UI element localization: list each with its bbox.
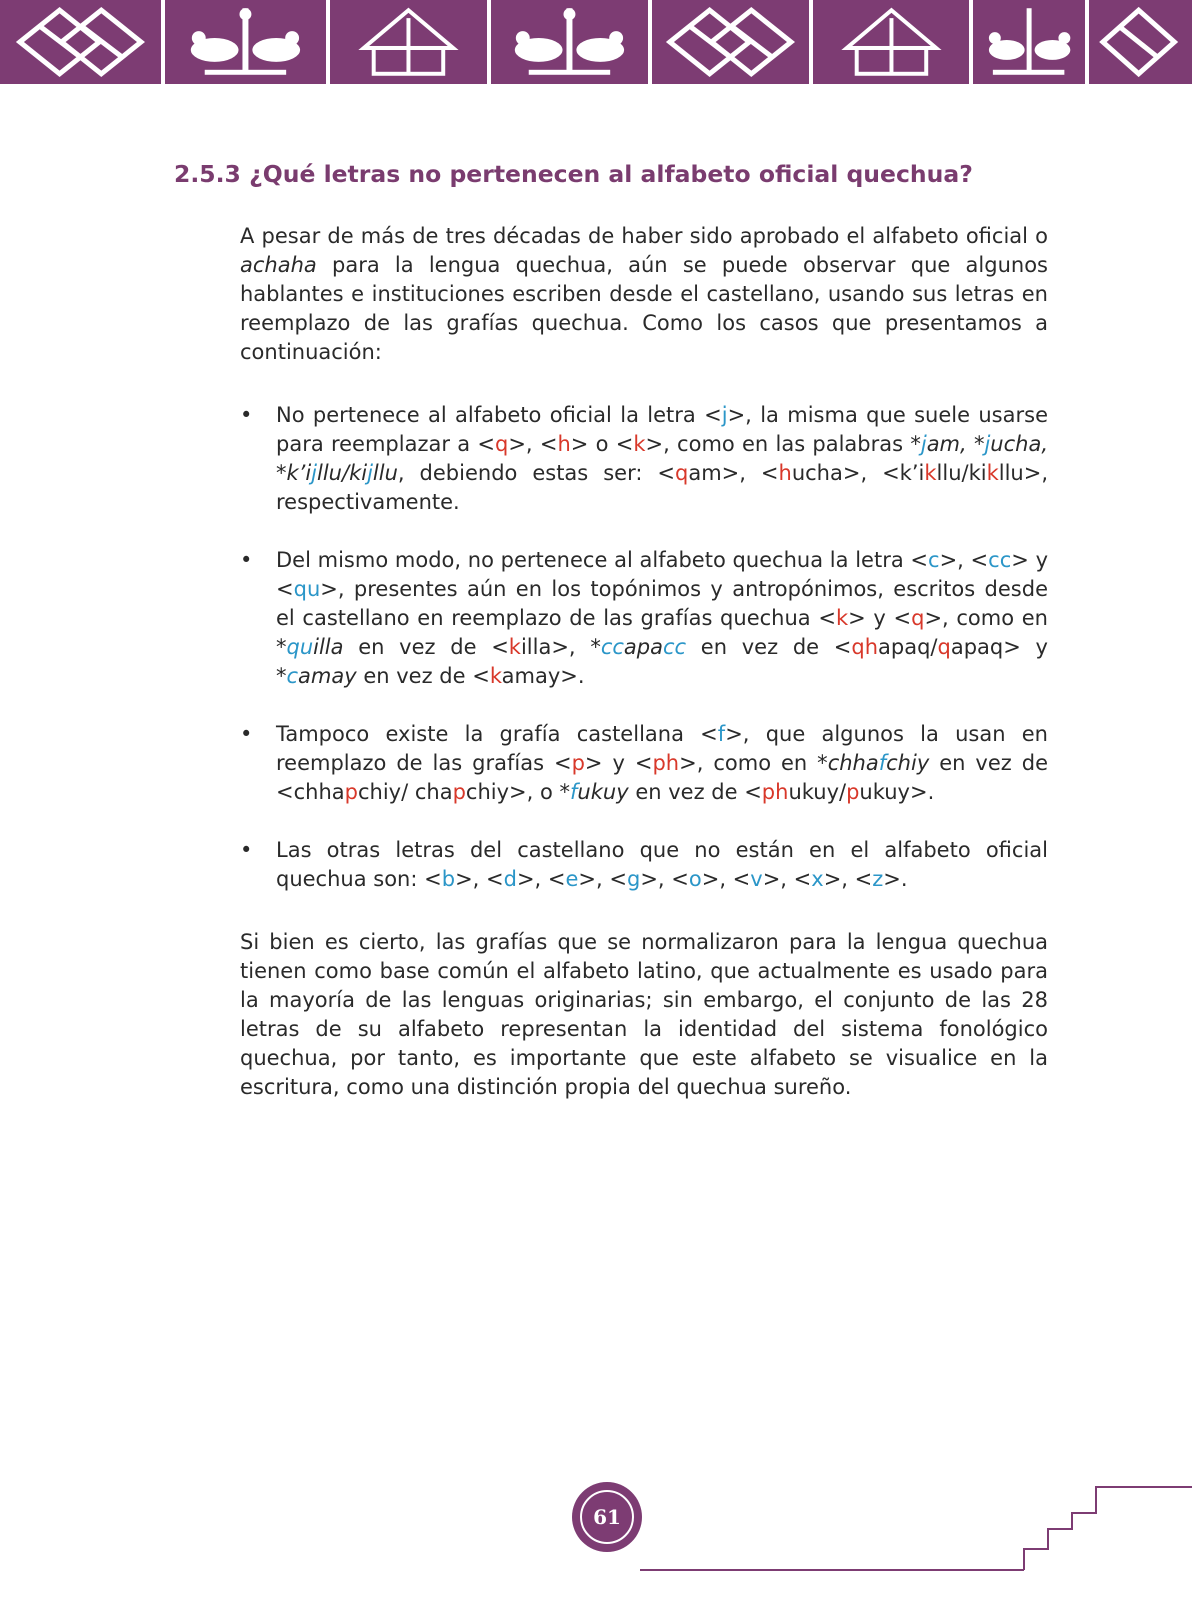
bullet-icon: • <box>240 838 253 862</box>
intro-paragraph: A pesar de más de tres décadas de haber sido aprobado el alfabeto oficial o achaha para la lengua quechua, aún se puede observar que algunos hablantes e instituciones escriben desde el castellano, usando sus letras en reemplazo de las grafías quechua. Como los casos que presentamos a continuación: <box>240 224 1048 364</box>
italic-term: achaha <box>240 253 317 277</box>
list-item: • Las otras letras del castellano que no están en el alfabeto oficial quechua son: <b>, <d>, <e>, <g>, <o>, <v>, <x>, <z>. <box>240 838 1048 891</box>
birds-tree-icon <box>491 0 648 84</box>
bullet-icon: • <box>240 403 253 427</box>
textile-pattern-icon <box>1089 0 1192 84</box>
page-number: 61 <box>580 1490 634 1544</box>
list-item: • No pertenece al alfabeto oficial la letra <j>, la misma que suele usarse para reemplazar a <q>, <h> o <k>, como en las palabras *jam, *jucha, *k’ijllu/kijllu, debiendo estas ser: <qam>, <hucha>, <k’ikllu/kikllu>, respectivamente. <box>240 403 1049 514</box>
bullet-icon: • <box>240 548 253 572</box>
list-item: • Del mismo modo, no pertenece al alfabeto quechua la letra <c>, <cc> y <qu>, presentes aún en los topónimos y antropónimos, escritos desde el castellano en reemplazo de las grafías quechua <k> y <q>, como en *quilla en vez de <killa>, *ccapacc en vez de <qhapaq/qapaq> y *camay en vez de <kamay>. <box>240 548 1049 688</box>
section-number: 2.5.3 <box>174 160 241 188</box>
house-motif-icon <box>813 0 970 84</box>
bullet-list <box>240 401 1048 894</box>
page-number-badge <box>572 1482 642 1552</box>
birds-tree-icon <box>165 0 326 84</box>
house-motif-icon <box>330 0 487 84</box>
birds-tree-icon <box>973 0 1084 84</box>
textile-pattern-icon <box>652 0 809 84</box>
section-title: ¿Qué letras no pertenecen al alfabeto oficial quechua? <box>249 160 973 188</box>
bullet-icon: • <box>240 722 253 746</box>
header-banner <box>0 0 1192 84</box>
body-content <box>240 222 1048 1102</box>
list-item: • Tampoco existe la grafía castellana <f>, que algunos la usan en reemplazo de las grafías <p> y <ph>, como en *chhafchiy en vez de <chhapchiy/ chapchiy>, o *fukuy en vez de <phukuy/pukuy>. <box>240 722 1048 804</box>
section-heading <box>174 160 1054 188</box>
closing-paragraph: Si bien es cierto, las grafías que se normalizaron para la lengua quechua tienen como base común el alfabeto latino, que actualmente es usado para la mayoría de las lenguas originarias; sin embargo, el conjunto de las 28 letras de su alfabeto representan la identidad del sistema fonológico quechua, por tanto, es importante que este alfabeto se visualice en la escritura, como una distinción propia del quechua sureño. <box>240 930 1048 1099</box>
textile-pattern-icon <box>0 0 161 84</box>
